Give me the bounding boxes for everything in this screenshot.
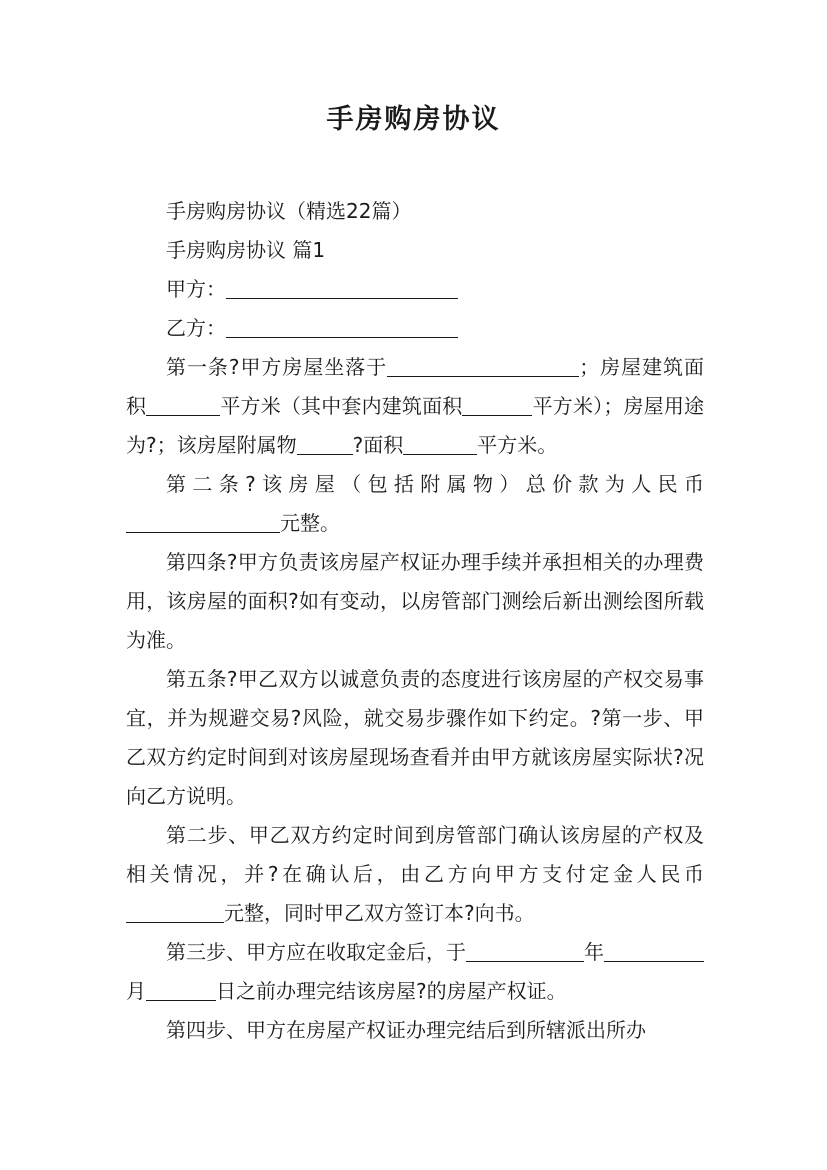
year-blank-b	[604, 939, 704, 962]
article-5: 第五条?甲乙双方以诚意负责的态度进行该房屋的产权交易事宜，并为规避交易?风险，就交易步骤作如下约定。?第一步、甲乙双方约定时间到对该房屋现场查看并由甲方就该房屋实际状?况向乙方说明。	[126, 667, 704, 808]
party-a-blank	[226, 276, 458, 299]
party-b-line: 乙方：	[126, 309, 704, 348]
article-1: 第一条?甲方房屋坐落于 ；房屋建筑面积 平方米（其中套内建筑面积 平方米）；房屋用途为?；该房屋附属物 ?面积 平方米。	[126, 355, 705, 457]
party-a-line: 甲方：	[126, 270, 704, 309]
article-2: 第二条?该房屋（包括附属物）总价款为人民币元整。	[126, 465, 704, 543]
document-title: 手房购房协议	[326, 104, 501, 135]
section-heading: 手房购房协议 篇1	[166, 238, 326, 262]
location-blank	[387, 354, 579, 377]
inner-area-blank	[462, 393, 532, 416]
deposit-blank	[126, 900, 224, 923]
party-b-blank	[226, 315, 458, 338]
step-3: 第三步、甲方应在收取定金后，于 年月 日之前办理完结该房屋?的房屋产权证。	[126, 933, 704, 1011]
building-area-blank	[146, 393, 220, 416]
article-4: 第四条?甲方负责该房屋产权证办理手续并承担相关的办理费用，该房屋的面积?如有变动，以房管部门测绘后新出测绘图所载为准。	[126, 550, 704, 652]
price-blank	[126, 510, 280, 533]
attachment-area-blank	[403, 432, 477, 455]
month-blank	[146, 978, 216, 1001]
document-subtitle: 手房购房协议（精选22篇）	[166, 199, 412, 223]
step-2: 第二步、甲乙双方约定时间到房管部门确认该房屋的产权及相关情况，并?在确认后，由乙方向甲方支付定金人民币元整，同时甲乙双方签订本?向书。	[126, 823, 704, 925]
attachment-blank	[297, 432, 353, 455]
year-blank-a	[466, 939, 584, 962]
document-body	[126, 192, 704, 1050]
step-4: 第四步、甲方在房屋产权证办理完结后到所辖派出所办	[166, 1018, 646, 1042]
